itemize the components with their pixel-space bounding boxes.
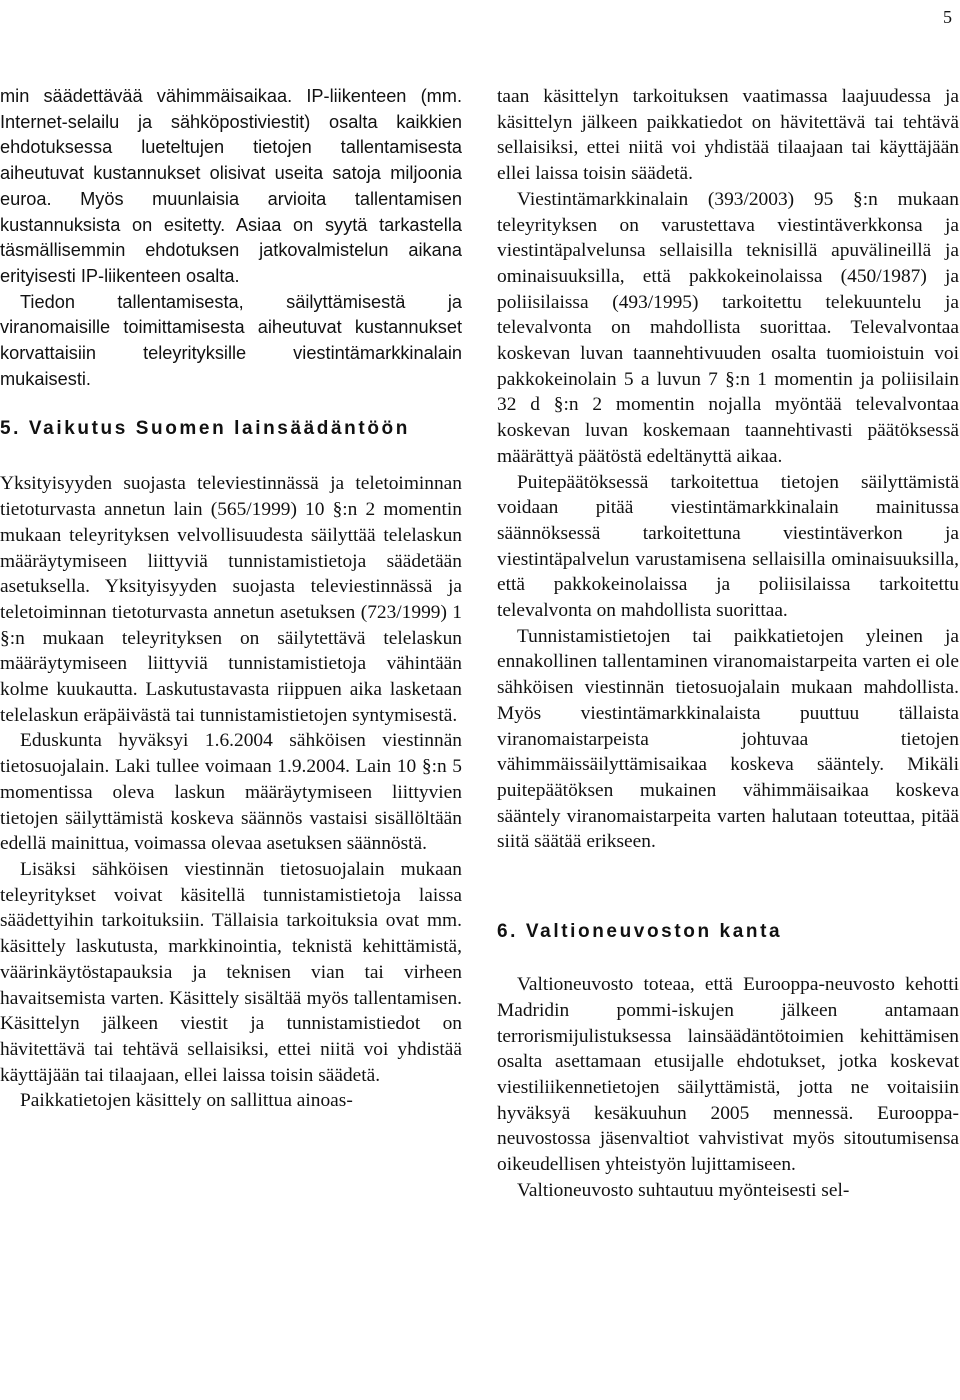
page-number: 5 bbox=[943, 7, 952, 27]
paragraph: min säädettävää vähimmäisaikaa. IP-liikenteen (mm. Internet-selailu ja sähköpostiviestit) osalta kaikkien ehdotuksessa lueteltujen tietojen tallentamisesta aiheutuvat kustannukset olisivat useita satoja miljoonia euroa. Myös muunlaisia arvioita tallentamisen kustannuksista on esitetty. Asiaa on syytä tarkastella täsmällisemmin ehdotuksen jatkovalmistelun aikana erityisesti IP-liikenteen osalta. bbox=[0, 86, 462, 286]
section-heading: 5. Vaikutus Suomen lainsäädäntöön bbox=[0, 418, 410, 440]
paragraph: Valtioneuvosto toteaa, että Eurooppa-neuvosto kehotti Madridin pommi-iskujen jälkeen antamaan terrorismijulistuksessa lainsäädäntötoimien kehittämisen osalta asettamaan etusijalle ehdotukset, jotka koskevat viestiliikennetietojen säilyttämistä, jotta ne voitaisiin hyväksyä kesäkuuhun 2005 mennessä. Eurooppa-neuvostossa jäsenvaltiot vahvistivat myös sitoutumisensa oikeudellisen yhteistyön lujittamiseen. bbox=[497, 974, 959, 1176]
right-column bbox=[497, 84, 959, 1203]
paragraph: taan käsittelyn tarkoituksen vaatimassa laajuudessa ja käsittelyn jälkeen paikkatiedot on hävitettävä tai tehtävä sellaisiksi, ettei niitä voi yhdistää tilaajaan tai käyttäjään ellei laissa toisin säädetä. bbox=[497, 86, 959, 185]
paragraph: Yksityisyyden suojasta televiestinnässä ja teletoiminnan tietoturvasta annetun lain (565/1999) 10 §:n 2 momentin mukaan teleyrityksen velvollisuudesta säilyttää telelaskun määräytymiseen liittyviä tunnistamistietoja säädetään asetuksella. Yksityisyyden suojasta televiestinnässä ja teletoiminnan tietoturvasta annetun asetuksen (723/1999) 1 §:n mukaan teleyrityksen on säilytettävä telelaskun määräytymiseen liittyviä tunnistamistietoja vähintään kolme kuukautta. Laskutustavasta riippuen aika lasketaan telelaskun eräpäivästä tai tunnistamistietojen syntymisestä. bbox=[0, 473, 462, 726]
paragraph: Lisäksi sähköisen viestinnän tietosuojalain mukaan teleyritykset voivat käsitellä tunnistamistietoja laissa säädettyihin tarkoituksiin. Tällaisia tarkoituksia ovat mm. käsittely laskutusta, markkinointia, teknistä kehittämistä, väärinkäytöstapauksia ja teknisen vian tai virheen havaitsemista varten. Käsittely sisältää myös tallentamisen. Käsittelyn jälkeen viestit ja tunnistamistiedot on hävitettävä tai tehtävä sellaisiksi, ettei niitä voi yhdistää käyttäjään tai tilaajaan, ellei laissa toisin säädetä. bbox=[0, 858, 462, 1086]
paragraph: Tiedon tallentamisesta, säilyttämisestä ja viranomaisille toimittamisesta aiheutuvat kustannukset korvattaisiin teleyrityksille viestintämarkkinalain mukaisesti. bbox=[0, 291, 462, 389]
paragraph: Tunnistamistietojen tai paikkatietojen yleinen ja ennakollinen tallentaminen viranomaistarpeita varten ei ole sähköisen viestinnän tietosuojalain mukaan mahdollista. Myös viestintämarkkinalaista puuttuu tällaista viranomaistarpeista johtuvaa tietojen vähimmäissäilyttämisaikaa koskeva sääntely. Mikäli puitepäätöksen mukainen vähimmäisaikaa koskeva sääntely viranomaistarpeita varten halutaan toteuttaa, pitää siitä säätää erikseen. bbox=[497, 625, 959, 853]
paragraph: Viestintämarkkinalain (393/2003) 95 §:n mukaan teleyrityksen on varustettava viestintäverkkonsa ja viestintäpalvelunsa sellaisilla teknisillä apuvälineillä ja ominaisuuksilla, että pakkokeinolaissa (450/1987) ja poliisilaissa (493/1995) tarkoitettu telekuuntelu ja televalvonta on mahdollista suorittaa. Televalvontaa koskevan luvan taannehtivuuden osalta tuomioistuin voi pakkokeinolain 5 a luvun 7 §:n 1 momentin ja poliisilain 32 d §:n 2 momentin nojalla myöntää televalvontaa koskevan luvan koskemaan taannehtivasti päätöksessä määrättyä päätöstä edeltänyttä aikaa. bbox=[497, 188, 959, 467]
left-column bbox=[0, 84, 462, 1114]
paragraph: Paikkatietojen käsittely on sallittua ainoas- bbox=[20, 1090, 353, 1112]
paragraph: Eduskunta hyväksyi 1.6.2004 sähköisen viestinnän tietosuojalain. Laki tullee voimaan 1.9.2004. Lain 10 §:n 5 momentissa oleva laskun määräytymiseen liittyvien tietojen säilyttämistä koskeva säännös vastaisi sisällöltään edellä mainittua, voimassa olevaa asetuksen säännöstä. bbox=[0, 730, 462, 855]
section-heading: 6. Valtioneuvoston kanta bbox=[497, 921, 783, 943]
paragraph: Valtioneuvosto suhtautuu myönteisesti sel- bbox=[517, 1179, 850, 1201]
paragraph: Puitepäätöksessä tarkoitettua tietojen säilyttämistä voidaan pitää viestintämarkkinalain mainitussa säännöksessä tarkoitettuna viestintäverkon ja viestintäpalvelun varustamisena sellaisilla ominaisuuksilla, että pakkokeinolaissa ja poliisilaissa tarkoitettu televalvonta on mahdollista suorittaa. bbox=[497, 471, 959, 622]
